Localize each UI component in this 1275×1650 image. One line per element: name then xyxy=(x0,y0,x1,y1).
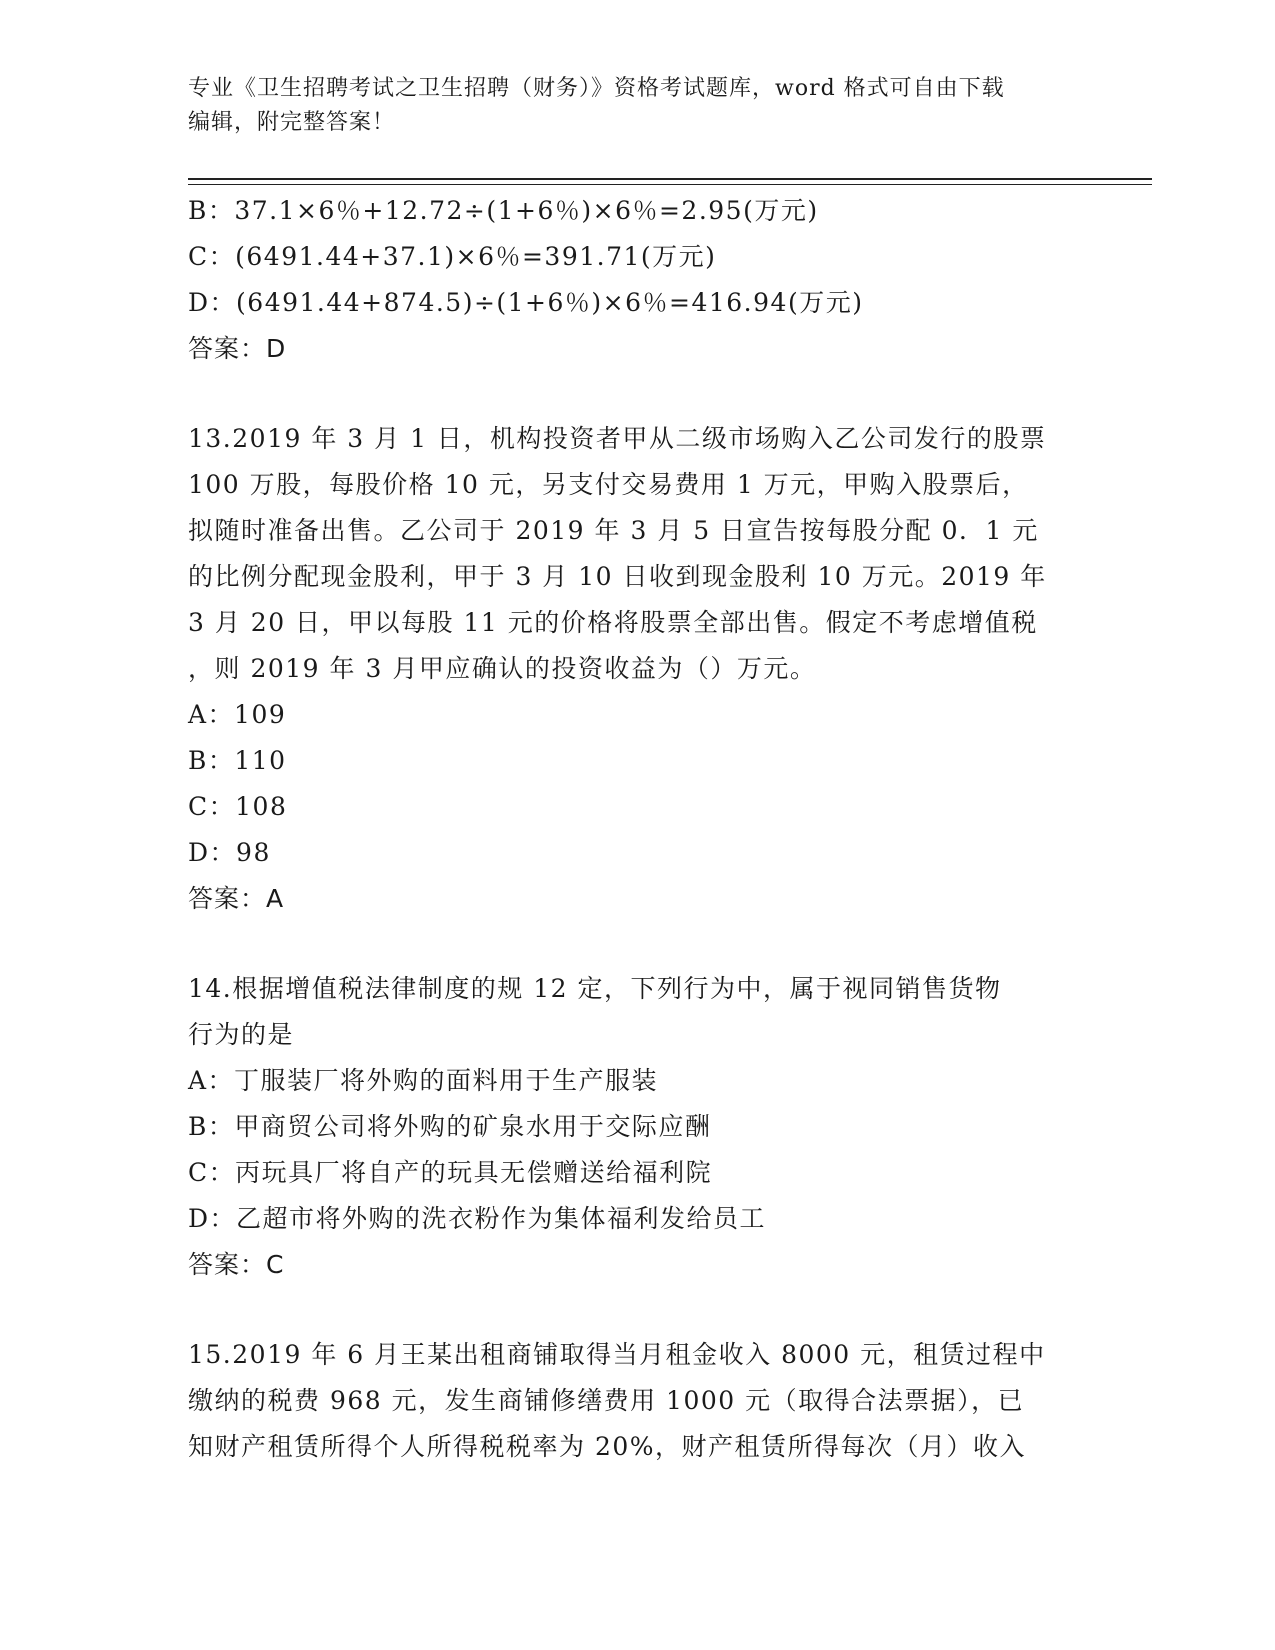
option-a: A：丁服装厂将外购的面料用于生产服装 xyxy=(188,1066,659,1095)
option-b: B：37.1×6％+12.72÷(1+6％)×6％=2.95(万元) xyxy=(188,196,819,225)
option-d: D：98 xyxy=(188,838,271,867)
question-text-line: 行为的是 xyxy=(188,1020,295,1049)
header-divider-thick xyxy=(188,178,1152,180)
header-line-2: 编辑，附完整答案！ xyxy=(188,110,396,135)
question-15 xyxy=(188,1332,1088,1470)
option-c: C：108 xyxy=(188,792,288,821)
answer-line: 答案：C xyxy=(188,1250,285,1279)
header-divider-thin xyxy=(188,184,1152,185)
option-d: D：(6491.44+874.5)÷(1+6％)×6％=416.94(万元) xyxy=(188,288,864,317)
option-d: D：乙超市将外购的洗衣粉作为集体福利发给员工 xyxy=(188,1204,767,1233)
question-text-line: 100 万股，每股价格 10 元，另支付交易费用 1 万元，甲购入股票后， xyxy=(188,470,1029,499)
question-text-line: 知财产租赁所得个人所得税税率为 20%，财产租赁所得每次（月）收入 xyxy=(188,1432,1027,1461)
spacer xyxy=(188,372,1088,416)
option-c: C：(6491.44+37.1)×6％=391.71(万元) xyxy=(188,242,717,271)
option-a: A：109 xyxy=(188,700,287,729)
option-b: B：110 xyxy=(188,746,287,775)
option-c: C：丙玩具厂将自产的玩具无偿赠送给福利院 xyxy=(188,1158,713,1187)
option-b: B：甲商贸公司将外购的矿泉水用于交际应酬 xyxy=(188,1112,712,1141)
question-text-line: ，则 2019 年 3 月甲应确认的投资收益为（）万元。 xyxy=(188,654,817,683)
question-text-line: 缴纳的税费 968 元，发生商铺修缮费用 1000 元（取得合法票据），已 xyxy=(188,1386,1025,1415)
header-line-1: 专业《卫生招聘考试之卫生招聘（财务）》资格考试题库，word 格式可自由下载 xyxy=(188,76,1005,101)
spacer xyxy=(188,1288,1088,1332)
spacer xyxy=(188,922,1088,966)
question-text-line: 15.2019 年 6 月王某出租商铺取得当月租金收入 8000 元，租赁过程中 xyxy=(188,1340,1046,1369)
question-text-line: 13.2019 年 3 月 1 日，机构投资者甲从二级市场购入乙公司发行的股票 xyxy=(188,424,1047,453)
question-text-line: 14.根据增值税法律制度的规 12 定，下列行为中，属于视同销售货物 xyxy=(188,974,1002,1003)
question-13 xyxy=(188,416,1088,922)
question-text-line: 3 月 20 日，甲以每股 11 元的价格将股票全部出售。假定不考虑增值税 xyxy=(188,608,1038,637)
question-text-line: 拟随时准备出售。乙公司于 2019 年 3 月 5 日宣告按每股分配 0．1 元 xyxy=(188,516,1039,545)
answer-line: 答案：A xyxy=(188,884,285,913)
page-header xyxy=(188,72,1068,140)
answer-line: 答案：D xyxy=(188,334,287,363)
question-12 xyxy=(188,188,1088,372)
document-body xyxy=(188,188,1088,1470)
question-text-line: 的比例分配现金股利，甲于 3 月 10 日收到现金股利 10 万元。2019 年 xyxy=(188,562,1047,591)
question-14 xyxy=(188,966,1088,1288)
